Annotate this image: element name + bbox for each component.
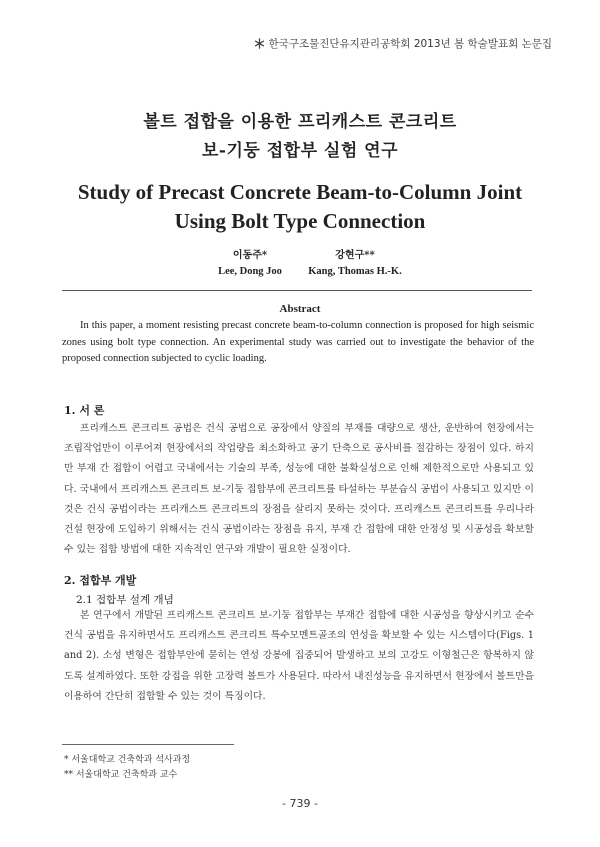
english-title (0, 178, 600, 236)
korean-title-line1: 볼트 접합을 이용한 프리캐스트 콘크리트 (143, 112, 457, 132)
section-2-paragraph: 본 연구에서 개발된 프리캐스트 콘크리트 보-기둥 접합부는 부재간 접합에 대한 시공성을 향상시키고 순수 건식 공법을 유지하면서도 프리캐스트 콘크리트 특수모멘트골조의 연성을 확보할 수 있는 시스템이다(Figs. 1 and 2). 소성 변형은 접합부안에 묻히는 연성 강봉에 집중되어 발생하고 보의 고강도 이형철근은 항복하지 않도록 설계하였다. 또한 강접을 위한 고장력 볼트가 사용된다. 따라서 내진성능을 유지하면서 현장에서 볼트만을 이용하여 간단히 접합할 수 있는 것이 특징이다. (64, 610, 534, 702)
english-title-line1: Study of Precast Concrete Beam-to-Column Joint (77, 180, 523, 204)
proceedings-title: 한국구조물진단유지관리공학회 2013년 봄 학술발표회 논문집 (268, 38, 552, 50)
page-number: - 739 - (282, 797, 318, 810)
footnote-1: * 서울대학교 건축학과 석사과정 (64, 755, 191, 765)
section-2-1-heading: 2.1 접합부 설계 개념 (76, 594, 174, 606)
proceedings-header (254, 36, 552, 51)
abstract-heading: Abstract (279, 303, 321, 315)
author-2 (290, 248, 420, 280)
english-title-line2: Using Bolt Type Connection (174, 209, 426, 233)
korean-title-line2: 보-기둥 접합부 실험 연구 (201, 141, 399, 161)
abstract-body: In this paper, a moment resisting precast concrete beam-to-column connection is proposed for high seismic zones using bolt type connection. An experimental study was carried out to investigate the behavior of the proposed connection subjected to cyclic loading. (62, 320, 534, 364)
snowflake-logo-icon (254, 38, 265, 49)
footnote-2: ** 서울대학교 건축학과 교수 (64, 770, 178, 780)
author-1-korean-name: 이동주* (232, 250, 268, 261)
header-divider (62, 290, 532, 291)
footnote-divider (62, 744, 234, 745)
section-1-heading: 1. 서 론 (64, 404, 105, 417)
author-2-korean-name: 강현구** (335, 250, 375, 261)
section-2-heading: 2. 접합부 개발 (64, 574, 137, 587)
korean-title (0, 108, 600, 166)
author-1-english-name: Lee, Dong Joo (218, 266, 282, 277)
section-1-paragraph: 프리캐스트 콘크리트 공법은 건식 공법으로 공장에서 양질의 부재를 대량으로 생산, 운반하여 현장에서는 조립작업만이 이루어져 현장에서의 작업량을 최소화하고 공기 단축으로 공사비를 절감하는 장점이 있다. 하지만 부재 간 접합이 어렵고 국내에서는 기술의 부족, 성능에 대한 불확실성으로 인해 제한적으로만 사용되고 있다. 국내에서 프리캐스트 콘크리트 보-기둥 접합부에 콘크리트를 타설하는 부분습식 공법이 사용되고 있지만 이것은 건식 공법이라는 프리캐스트 콘크리트의 장점을 살리지 못하는 것이다. 프리캐스트 콘크리트를 우리나라 건설 현장에 도입하기 위해서는 건식 공법이라는 장점을 유지, 부재 간 접합에 대한 안정성 및 시공성을 확보할 수 있는 접합 방법에 대한 지속적인 연구와 개발이 필요한 실정이다. (64, 423, 534, 556)
author-2-english-name: Kang, Thomas H.-K. (308, 266, 402, 277)
